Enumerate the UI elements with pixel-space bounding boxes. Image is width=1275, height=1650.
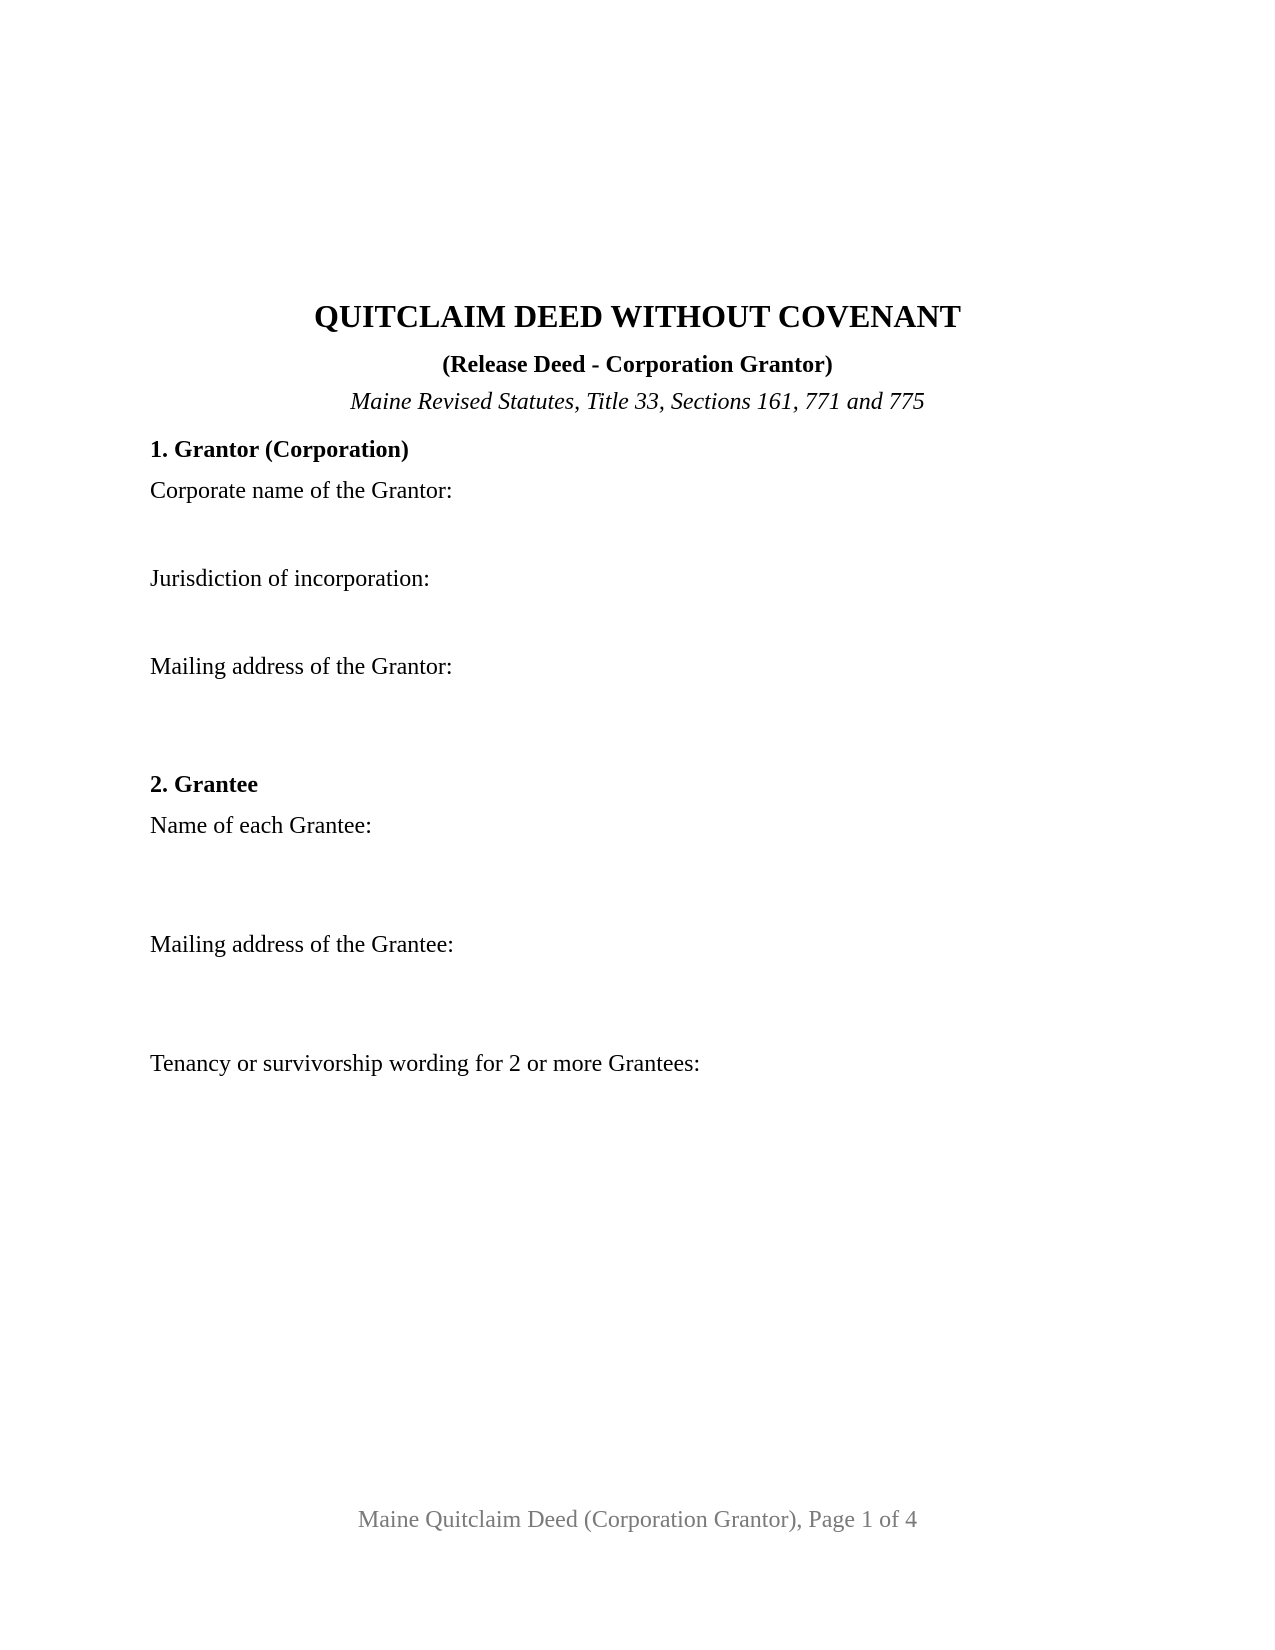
- grantor-corporate-name-label: Corporate name of the Grantor:: [150, 478, 453, 504]
- grantee-tenancy-label: Tenancy or survivorship wording for 2 or more Grantees:: [150, 1051, 701, 1077]
- grantor-mailing-address-label: Mailing address of the Grantor:: [150, 654, 453, 680]
- page-footer: Maine Quitclaim Deed (Corporation Grantor), Page 1 of 4: [357, 1507, 918, 1533]
- grantor-jurisdiction-label: Jurisdiction of incorporation:: [150, 566, 430, 592]
- grantee-section-heading: 2. Grantee: [150, 772, 258, 798]
- document-subtitle: (Release Deed - Corporation Grantor): [442, 352, 833, 378]
- statute-citation: Maine Revised Statutes, Title 33, Sections 161, 771 and 775: [350, 389, 925, 415]
- grantor-section-heading: 1. Grantor (Corporation): [150, 437, 409, 463]
- grantee-name-label: Name of each Grantee:: [150, 813, 372, 839]
- grantee-mailing-address-label: Mailing address of the Grantee:: [150, 932, 454, 958]
- document-title: QUITCLAIM DEED WITHOUT COVENANT: [314, 298, 961, 334]
